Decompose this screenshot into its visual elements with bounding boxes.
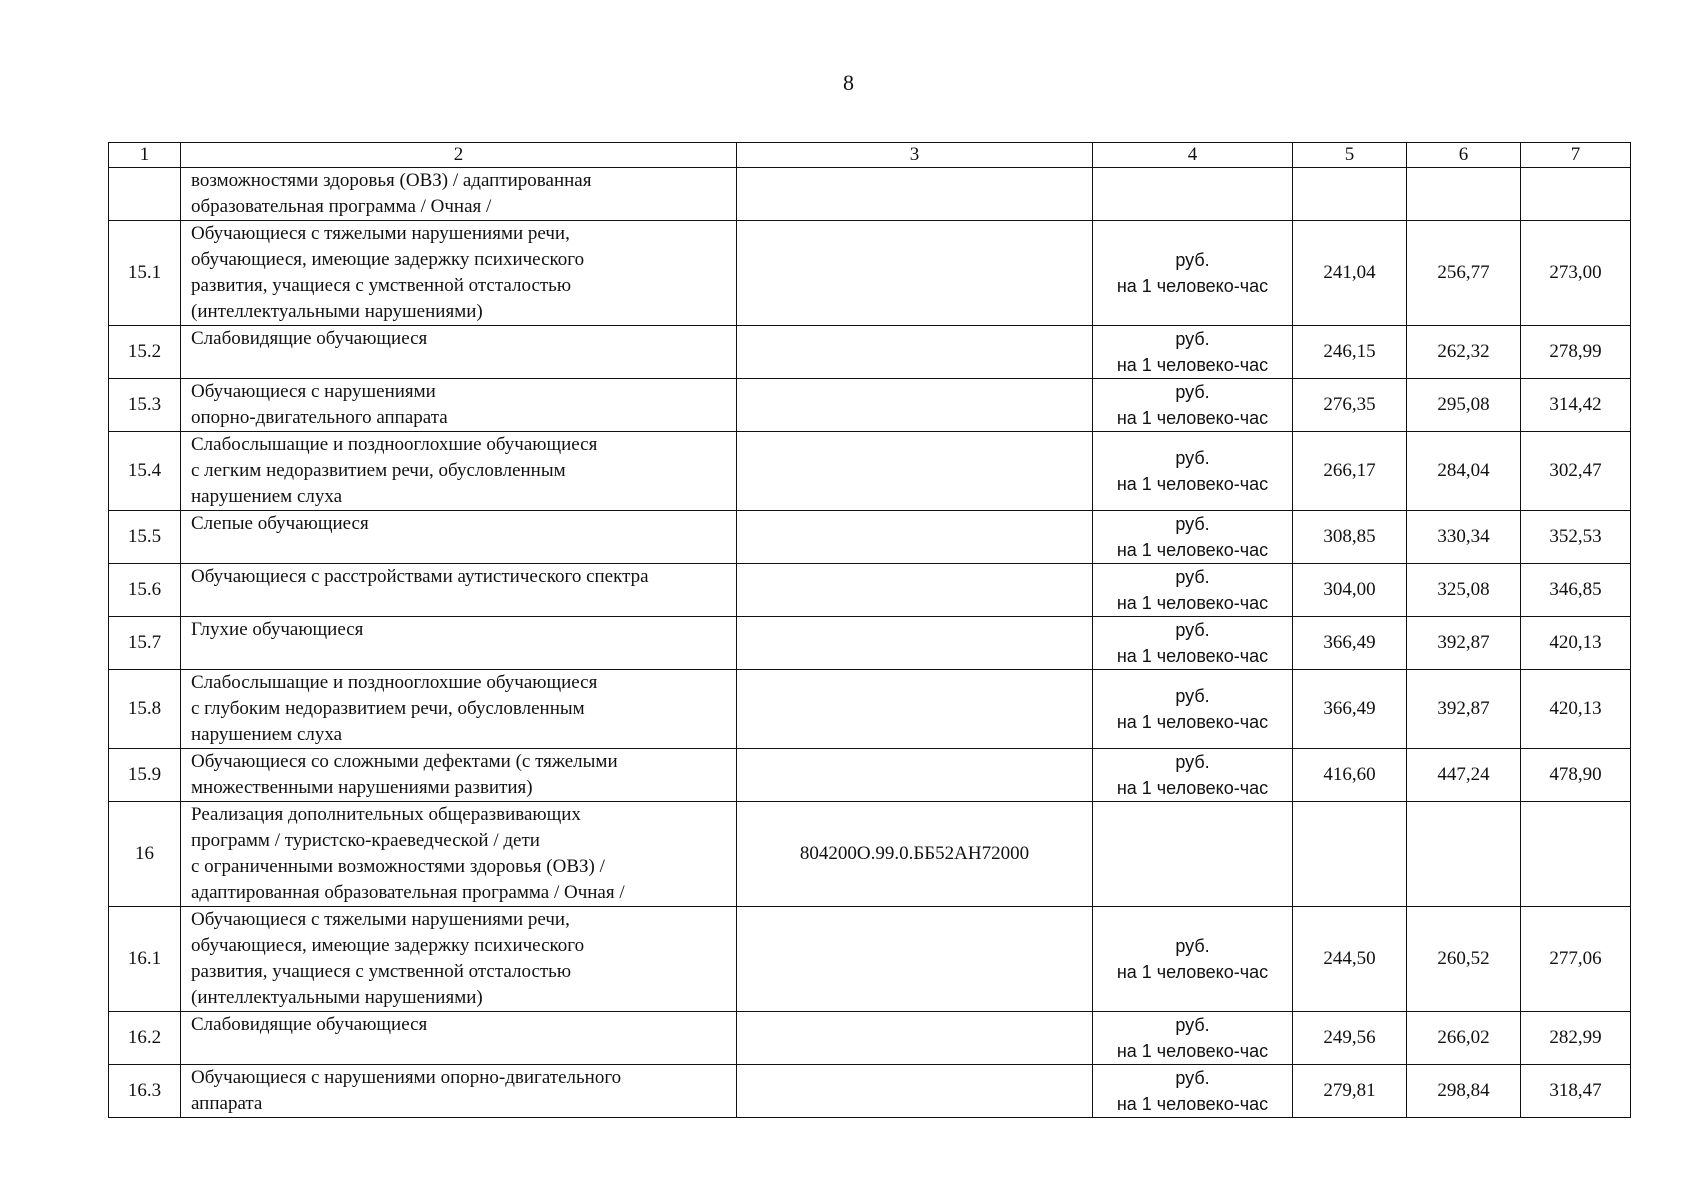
unit-line: на 1 человеко-час xyxy=(1116,474,1269,494)
column-number: 2 xyxy=(181,143,737,168)
page-number: 8 xyxy=(843,70,854,95)
description-line: Обучающиеся с тяжелыми нарушениями речи, xyxy=(191,909,570,930)
registry-code xyxy=(737,1065,1093,1118)
unit-line: на 1 человеко-час xyxy=(1116,355,1269,375)
value-col-6: 295,08 xyxy=(1407,379,1521,432)
unit-line: руб. xyxy=(1175,382,1210,402)
row-description xyxy=(181,802,737,907)
unit-line: руб. xyxy=(1175,1068,1210,1088)
description-line: Слепые обучающиеся xyxy=(191,513,369,534)
column-number: 1 xyxy=(109,143,181,168)
unit-of-measure xyxy=(1093,802,1293,907)
description-line: с ограниченными возможностями здоровья (ОВЗ) / xyxy=(191,856,605,877)
row-description xyxy=(181,511,737,564)
table-row xyxy=(109,326,1631,379)
description-line: Слабовидящие обучающиеся xyxy=(191,328,428,349)
column-number: 4 xyxy=(1093,143,1293,168)
description-line: Обучающиеся с тяжелыми нарушениями речи, xyxy=(191,223,570,244)
value-col-7: 420,13 xyxy=(1521,670,1631,749)
description-line: с легким недоразвитием речи, обусловленным xyxy=(191,460,566,481)
row-number: 16 xyxy=(109,802,181,907)
description-line: (интеллектуальными нарушениями) xyxy=(191,987,483,1008)
row-number: 15.2 xyxy=(109,326,181,379)
value-col-7: 273,00 xyxy=(1521,221,1631,326)
value-col-5 xyxy=(1293,168,1407,221)
row-description xyxy=(181,670,737,749)
unit-line: на 1 человеко-час xyxy=(1116,408,1269,428)
row-number: 15.3 xyxy=(109,379,181,432)
value-col-6 xyxy=(1407,168,1521,221)
registry-code xyxy=(737,670,1093,749)
unit-of-measure xyxy=(1093,907,1293,1012)
unit-line: на 1 человеко-час xyxy=(1116,1094,1269,1114)
row-number: 16.1 xyxy=(109,907,181,1012)
registry-code: 804200О.99.0.ББ52АН72000 xyxy=(737,802,1093,907)
description-line: развития, учащиеся с умственной отсталостью xyxy=(191,275,572,296)
value-col-5: 279,81 xyxy=(1293,1065,1407,1118)
value-col-6: 392,87 xyxy=(1407,670,1521,749)
description-line: нарушением слуха xyxy=(191,724,343,745)
value-col-6: 266,02 xyxy=(1407,1012,1521,1065)
value-col-6: 325,08 xyxy=(1407,564,1521,617)
description-line: Обучающиеся с расстройствами аутистического спектра xyxy=(191,566,649,587)
value-col-7: 302,47 xyxy=(1521,432,1631,511)
description-line: обучающиеся, имеющие задержку психического xyxy=(191,249,585,270)
unit-of-measure xyxy=(1093,221,1293,326)
value-col-7: 314,42 xyxy=(1521,379,1631,432)
unit-line: на 1 человеко-час xyxy=(1116,276,1269,296)
value-col-5: 366,49 xyxy=(1293,617,1407,670)
description-line: Обучающиеся с нарушениями опорно-двигательного xyxy=(191,1067,622,1088)
tariff-table xyxy=(108,142,1631,1118)
value-col-5: 241,04 xyxy=(1293,221,1407,326)
registry-code xyxy=(737,221,1093,326)
description-line: Глухие обучающиеся xyxy=(191,619,364,640)
value-col-6: 262,32 xyxy=(1407,326,1521,379)
column-number: 6 xyxy=(1407,143,1521,168)
description-line: Обучающиеся со сложными дефектами (с тяжелыми xyxy=(191,751,618,772)
unit-line: руб. xyxy=(1175,448,1210,468)
description-line: аппарата xyxy=(191,1093,263,1114)
registry-code xyxy=(737,1012,1093,1065)
value-col-5: 249,56 xyxy=(1293,1012,1407,1065)
value-col-6: 284,04 xyxy=(1407,432,1521,511)
row-description xyxy=(181,564,737,617)
unit-of-measure xyxy=(1093,326,1293,379)
row-description xyxy=(181,168,737,221)
value-col-5: 246,15 xyxy=(1293,326,1407,379)
description-line: Слабослышащие и позднооглохшие обучающиеся xyxy=(191,672,598,693)
row-number xyxy=(109,168,181,221)
description-line: Обучающиеся с нарушениями xyxy=(191,381,436,402)
registry-code xyxy=(737,326,1093,379)
row-description xyxy=(181,221,737,326)
value-col-5: 244,50 xyxy=(1293,907,1407,1012)
registry-code xyxy=(737,617,1093,670)
unit-line: на 1 человеко-час xyxy=(1116,646,1269,666)
unit-line: на 1 человеко-час xyxy=(1116,962,1269,982)
unit-of-measure xyxy=(1093,564,1293,617)
registry-code xyxy=(737,564,1093,617)
value-col-7: 420,13 xyxy=(1521,617,1631,670)
unit-of-measure xyxy=(1093,511,1293,564)
column-number: 7 xyxy=(1521,143,1631,168)
row-description xyxy=(181,749,737,802)
unit-line: руб. xyxy=(1175,1015,1210,1035)
table-row xyxy=(109,670,1631,749)
column-number: 3 xyxy=(737,143,1093,168)
value-col-6: 260,52 xyxy=(1407,907,1521,1012)
value-col-6 xyxy=(1407,802,1521,907)
description-line: развития, учащиеся с умственной отсталостью xyxy=(191,961,572,982)
row-number: 15.8 xyxy=(109,670,181,749)
value-col-6: 256,77 xyxy=(1407,221,1521,326)
column-number: 5 xyxy=(1293,143,1407,168)
unit-line: руб. xyxy=(1175,567,1210,587)
unit-line: руб. xyxy=(1175,329,1210,349)
unit-of-measure xyxy=(1093,617,1293,670)
unit-of-measure xyxy=(1093,670,1293,749)
table-row xyxy=(109,802,1631,907)
unit-line: на 1 человеко-час xyxy=(1116,1041,1269,1061)
value-col-7: 352,53 xyxy=(1521,511,1631,564)
description-line: обучающиеся, имеющие задержку психического xyxy=(191,935,585,956)
value-col-5: 276,35 xyxy=(1293,379,1407,432)
table-row xyxy=(109,1012,1631,1065)
description-line: Слабослышащие и позднооглохшие обучающиеся xyxy=(191,434,598,455)
unit-line: руб. xyxy=(1175,752,1210,772)
unit-of-measure xyxy=(1093,749,1293,802)
description-line: (интеллектуальными нарушениями) xyxy=(191,301,483,322)
value-col-7: 282,99 xyxy=(1521,1012,1631,1065)
unit-line: на 1 человеко-час xyxy=(1116,540,1269,560)
row-number: 15.4 xyxy=(109,432,181,511)
value-col-5 xyxy=(1293,802,1407,907)
value-col-7: 277,06 xyxy=(1521,907,1631,1012)
table-row xyxy=(109,432,1631,511)
unit-of-measure xyxy=(1093,1012,1293,1065)
unit-of-measure xyxy=(1093,168,1293,221)
table-row xyxy=(109,617,1631,670)
value-col-5: 304,00 xyxy=(1293,564,1407,617)
row-description xyxy=(181,432,737,511)
table-row xyxy=(109,379,1631,432)
unit-line: на 1 человеко-час xyxy=(1116,593,1269,613)
unit-of-measure xyxy=(1093,379,1293,432)
description-line: программ / туристско-краеведческой / дети xyxy=(191,830,540,851)
value-col-7: 278,99 xyxy=(1521,326,1631,379)
value-col-6: 298,84 xyxy=(1407,1065,1521,1118)
row-description xyxy=(181,617,737,670)
value-col-6: 330,34 xyxy=(1407,511,1521,564)
value-col-7 xyxy=(1521,168,1631,221)
row-number: 15.7 xyxy=(109,617,181,670)
unit-line: на 1 человеко-час xyxy=(1116,712,1269,732)
registry-code xyxy=(737,432,1093,511)
description-line: Реализация дополнительных общеразвивающих xyxy=(191,804,581,825)
value-col-5: 416,60 xyxy=(1293,749,1407,802)
row-number: 16.3 xyxy=(109,1065,181,1118)
value-col-7: 346,85 xyxy=(1521,564,1631,617)
unit-line: руб. xyxy=(1175,936,1210,956)
description-line: возможностями здоровья (ОВЗ) / адаптированная xyxy=(191,170,592,191)
table-row xyxy=(109,168,1631,221)
registry-code xyxy=(737,379,1093,432)
registry-code xyxy=(737,168,1093,221)
description-line: множественными нарушениями развития) xyxy=(191,777,533,798)
row-description xyxy=(181,379,737,432)
value-col-5: 266,17 xyxy=(1293,432,1407,511)
value-col-7: 318,47 xyxy=(1521,1065,1631,1118)
table-row xyxy=(109,511,1631,564)
registry-code xyxy=(737,511,1093,564)
value-col-7 xyxy=(1521,802,1631,907)
value-col-5: 308,85 xyxy=(1293,511,1407,564)
unit-line: руб. xyxy=(1175,514,1210,534)
row-number: 15.1 xyxy=(109,221,181,326)
row-number: 16.2 xyxy=(109,1012,181,1065)
registry-code xyxy=(737,749,1093,802)
value-col-6: 447,24 xyxy=(1407,749,1521,802)
value-col-7: 478,90 xyxy=(1521,749,1631,802)
value-col-6: 392,87 xyxy=(1407,617,1521,670)
unit-line: руб. xyxy=(1175,620,1210,640)
table-row xyxy=(109,749,1631,802)
unit-of-measure xyxy=(1093,432,1293,511)
description-line: образовательная программа / Очная / xyxy=(191,196,492,217)
column-number-row xyxy=(109,143,1631,168)
table-row xyxy=(109,564,1631,617)
row-description xyxy=(181,326,737,379)
description-line: Слабовидящие обучающиеся xyxy=(191,1014,428,1035)
table-row xyxy=(109,907,1631,1012)
row-number: 15.5 xyxy=(109,511,181,564)
description-line: адаптированная образовательная программа / Очная / xyxy=(191,882,625,903)
description-line: нарушением слуха xyxy=(191,486,343,507)
unit-of-measure xyxy=(1093,1065,1293,1118)
table-row xyxy=(109,221,1631,326)
row-number: 15.9 xyxy=(109,749,181,802)
table-row xyxy=(109,1065,1631,1118)
unit-line: на 1 человеко-час xyxy=(1116,778,1269,798)
value-col-5: 366,49 xyxy=(1293,670,1407,749)
row-description xyxy=(181,907,737,1012)
row-number: 15.6 xyxy=(109,564,181,617)
unit-line: руб. xyxy=(1175,686,1210,706)
row-description xyxy=(181,1065,737,1118)
description-line: с глубоким недоразвитием речи, обусловленным xyxy=(191,698,585,719)
row-description xyxy=(181,1012,737,1065)
unit-line: руб. xyxy=(1175,250,1210,270)
description-line: опорно-двигательного аппарата xyxy=(191,407,448,428)
registry-code xyxy=(737,907,1093,1012)
